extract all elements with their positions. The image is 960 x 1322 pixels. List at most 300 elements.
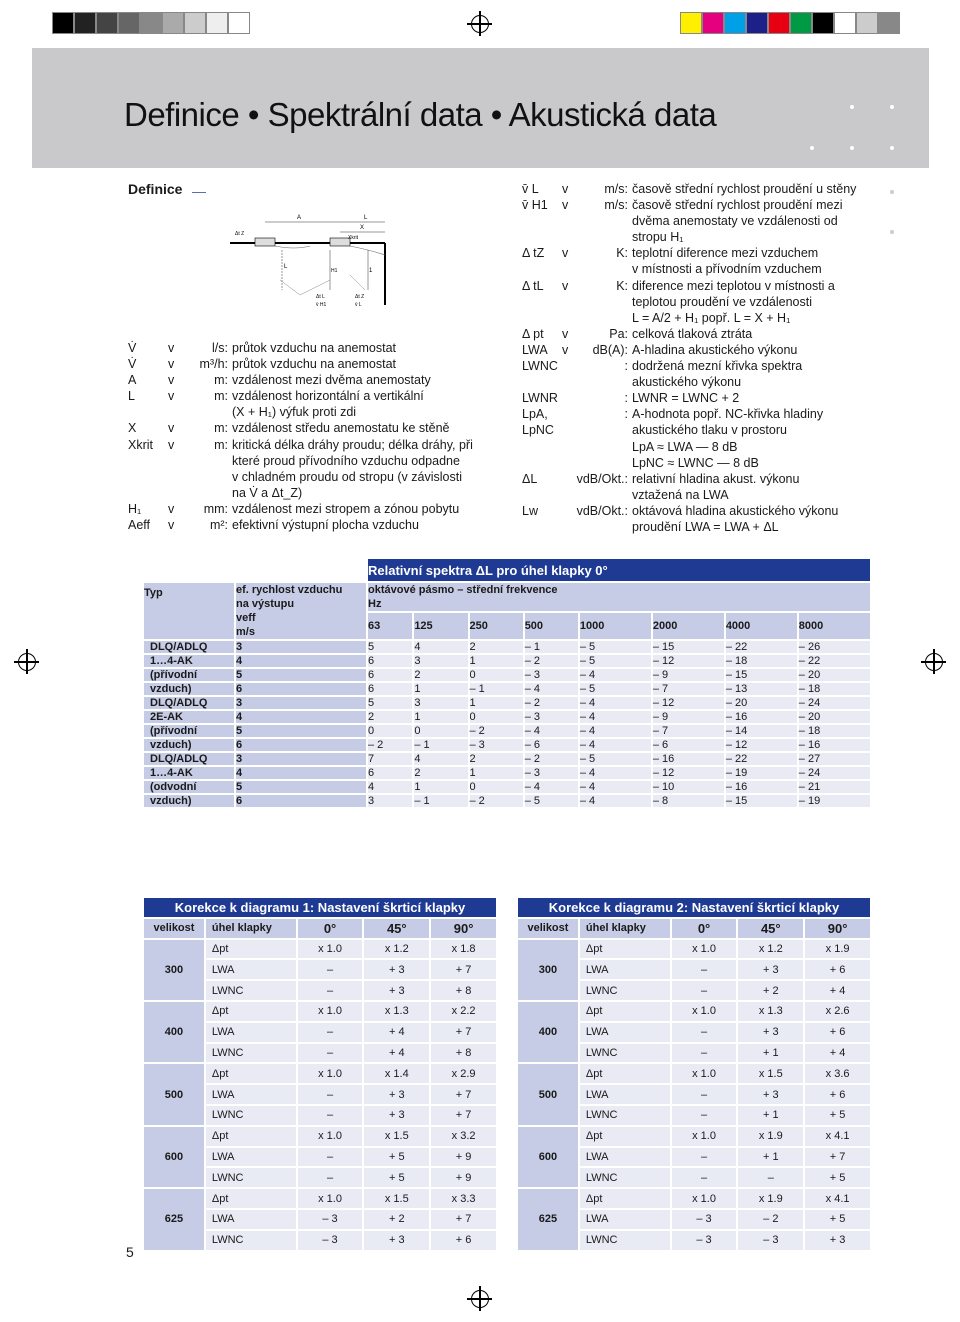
parameter-cell: LWA — [206, 1210, 296, 1229]
definition-row — [128, 517, 488, 533]
spectrum-row — [144, 711, 870, 723]
definition-desc-line: dvěma anemostaty ve vzdálenosti od — [632, 214, 838, 229]
speed-value: 6 — [236, 683, 366, 695]
parameter-cell: LWNC — [206, 1168, 296, 1187]
definition-symbol: Lw — [522, 503, 538, 518]
correction-value: – — [672, 1148, 737, 1167]
correction-value: + 5 — [364, 1168, 429, 1187]
spectrum-value: 7 — [368, 753, 412, 765]
correction-value: – 3 — [738, 1231, 803, 1250]
spectrum-value: 0 — [470, 669, 523, 681]
spectrum-value: – 1 — [414, 739, 467, 751]
size-cell: 625 — [518, 1189, 578, 1249]
correction-value: x 1.0 — [672, 940, 737, 959]
definition-symbol: ΔL — [522, 471, 538, 486]
correction-value: + 3 — [738, 1023, 803, 1042]
spectrum-value: – 7 — [653, 683, 724, 695]
correction-row — [144, 940, 496, 959]
spectrum-value: 4 — [414, 753, 467, 765]
spectrum-value: – 21 — [799, 781, 870, 793]
freq-header: 4000 — [726, 613, 797, 639]
decor-dot — [890, 230, 894, 234]
correction-value: – — [672, 1106, 737, 1125]
definition-v: v — [168, 357, 175, 372]
spectrum-value: – 19 — [799, 795, 870, 807]
correction-value: x 4.1 — [805, 1189, 870, 1208]
correction-value: x 1.0 — [672, 1002, 737, 1021]
spectrum-value: 6 — [368, 669, 412, 681]
decor-dot — [850, 105, 854, 109]
parameter-cell: LWNC — [580, 1044, 670, 1063]
size-cell: 600 — [144, 1127, 204, 1187]
definition-unit: m: — [214, 437, 228, 452]
definition-desc-line: teplotou proudění ve vzdálenosti — [632, 294, 812, 309]
definition-row — [522, 503, 902, 535]
correction-title: Korekce k diagramu 1: Nastavení škrticí klapky — [144, 898, 496, 917]
correction-value: x 1.3 — [738, 1002, 803, 1021]
spectrum-value: – 1 — [414, 795, 467, 807]
definition-v: v — [168, 341, 175, 355]
spectrum-value: – 4 — [525, 725, 578, 737]
correction-value: + 9 — [431, 1168, 496, 1187]
spectrum-value: 1 — [470, 767, 523, 779]
correction-value: + 7 — [805, 1148, 870, 1167]
registration-mark-icon — [925, 653, 943, 671]
color-bar-gray — [52, 12, 250, 34]
definition-desc — [632, 406, 902, 470]
spectrum-value: 1 — [470, 655, 523, 667]
definition-desc-line: relativní hladina akust. výkonu — [632, 471, 800, 486]
definition-v — [562, 471, 576, 503]
correction-header: velikost — [144, 919, 204, 938]
spectrum-value: 2 — [368, 711, 412, 723]
parameter-cell: LWNC — [580, 981, 670, 1000]
definition-desc — [632, 358, 902, 390]
correction-value: + 5 — [805, 1210, 870, 1229]
col-speed-line: na výstupu — [236, 598, 295, 610]
definition-row — [522, 471, 902, 503]
parameter-cell: LWA — [206, 1023, 296, 1042]
definition-symbol: L — [128, 389, 135, 404]
speed-value: 3 — [236, 753, 366, 765]
correction-value: x 1.5 — [738, 1064, 803, 1083]
parameter-cell: Δpt — [206, 940, 296, 959]
col-band-line: Hz — [368, 598, 382, 610]
definition-desc-line: časově střední rychlost proudění mezi — [632, 198, 843, 213]
correction-header: 45° — [364, 919, 429, 938]
decor-dot — [850, 146, 854, 150]
definition-desc — [232, 388, 488, 420]
parameter-cell: LWNC — [206, 1231, 296, 1250]
spectrum-value: 0 — [470, 711, 523, 723]
definition-desc-line: diference mezi teplotou v místnosti a — [632, 278, 835, 293]
definition-v: v — [168, 518, 175, 533]
correction-value: x 1.2 — [738, 940, 803, 959]
spectrum-value: – 6 — [525, 739, 578, 751]
correction-value: + 3 — [364, 981, 429, 1000]
spectrum-row — [144, 669, 870, 681]
size-cell: 625 — [144, 1189, 204, 1249]
parameter-cell: LWA — [580, 1210, 670, 1229]
spectrum-row — [144, 739, 870, 751]
correction-value: x 1.9 — [805, 940, 870, 959]
spectrum-value: – 8 — [653, 795, 724, 807]
spectrum-value: – 3 — [525, 711, 578, 723]
correction-value: + 5 — [364, 1148, 429, 1167]
definition-row — [522, 406, 902, 470]
definition-symbol: A — [128, 373, 137, 388]
spectrum-value: – 20 — [799, 711, 870, 723]
spectrum-value: – 22 — [726, 753, 797, 765]
correction-header: 90° — [805, 919, 870, 938]
spectrum-value: – 16 — [726, 781, 797, 793]
correction-value: x 1.0 — [672, 1189, 737, 1208]
definition-desc-line: kritická délka dráhy proudu; délka dráhy, při — [232, 437, 473, 452]
definition-desc — [632, 197, 902, 245]
col-typ: Typ — [144, 583, 234, 639]
definition-unit: K: — [616, 278, 628, 293]
spectrum-value: – 5 — [580, 753, 651, 765]
freq-header: 1000 — [580, 613, 651, 639]
decor-dot — [890, 105, 894, 109]
parameter-cell: Δpt — [580, 1064, 670, 1083]
parameter-cell: Δpt — [580, 940, 670, 959]
definition-desc-line: které proud přívodního vzduchu odpadne — [232, 453, 460, 468]
parameter-cell: LWNC — [580, 1106, 670, 1125]
speed-value: 3 — [236, 641, 366, 653]
correction-value: – — [298, 981, 363, 1000]
spectrum-value: 0 — [414, 725, 467, 737]
definition-row — [128, 340, 488, 356]
spectrum-value: – 4 — [580, 697, 651, 709]
definition-desc — [632, 390, 902, 406]
parameter-cell: LWA — [580, 960, 670, 979]
definition-unit: m³/h: — [199, 357, 228, 372]
spectrum-row — [144, 781, 870, 793]
group-label: (přívodní — [144, 669, 234, 681]
definition-unit: vdB/Okt.: — [576, 503, 628, 518]
correction-value: – — [298, 1085, 363, 1104]
definition-v — [562, 390, 576, 406]
spectrum-value: 1 — [414, 683, 467, 695]
group-label: (přívodní — [144, 725, 234, 737]
correction-value: x 1.4 — [364, 1064, 429, 1083]
spectrum-value: – 2 — [368, 739, 412, 751]
definition-symbol: Δ pt — [522, 326, 544, 341]
col-speed-line: veff — [236, 612, 256, 624]
spectrum-value: – 16 — [653, 753, 724, 765]
spectrum-value: – 4 — [580, 767, 651, 779]
definition-unit: Pa: — [609, 326, 628, 341]
size-cell: 300 — [518, 940, 578, 1000]
speed-value: 4 — [236, 655, 366, 667]
diagram-label: 1 — [369, 268, 373, 274]
definition-desc-line: vzdálenost mezi dvěma anemostaty — [232, 373, 431, 388]
definition-desc — [232, 340, 488, 356]
definition-symbol: Xkrit — [128, 437, 153, 452]
spectrum-value: – 12 — [653, 655, 724, 667]
speed-value: 5 — [236, 781, 366, 793]
correction-value: x 1.2 — [364, 940, 429, 959]
spectrum-value: – 12 — [653, 697, 724, 709]
spectrum-title: Relativní spektra ΔL pro úhel klapky 0° — [368, 559, 870, 581]
correction-value: + 7 — [431, 1023, 496, 1042]
group-label: 1…4-AK — [144, 767, 234, 779]
definition-desc-line: průtok vzduchu na anemostat — [232, 357, 396, 372]
definition-row — [522, 245, 902, 277]
correction-value: x 3.2 — [431, 1127, 496, 1146]
definition-desc-line: (X + H₁) výfuk proti zdi — [232, 405, 357, 420]
definition-symbol: V̇ — [128, 357, 137, 372]
definition-v: v — [562, 342, 569, 357]
parameter-cell: LWA — [580, 1148, 670, 1167]
diagram-label: L — [284, 264, 288, 270]
speed-value: 5 — [236, 725, 366, 737]
correction-row — [518, 1127, 870, 1146]
spectrum-value: – 2 — [525, 697, 578, 709]
airflow-diagram — [200, 210, 400, 320]
definition-unit: mm: — [203, 501, 228, 516]
definition-unit: : — [624, 407, 628, 422]
correction-header: 0° — [672, 919, 737, 938]
definition-desc — [232, 420, 488, 436]
correction-value: + 4 — [364, 1023, 429, 1042]
size-cell: 500 — [144, 1064, 204, 1124]
spectrum-value: – 4 — [580, 781, 651, 793]
correction-table-2 — [516, 896, 872, 1252]
group-label: vzduch) — [144, 739, 234, 751]
speed-value: 4 — [236, 767, 366, 779]
definition-desc-line: dodržená mezní křivka spektra — [632, 359, 803, 374]
spectrum-value: 6 — [368, 655, 412, 667]
correction-value: x 1.0 — [672, 1127, 737, 1146]
correction-value: x 1.0 — [298, 1189, 363, 1208]
spectrum-row — [144, 753, 870, 765]
title-underline — [192, 192, 206, 193]
speed-value: 4 — [236, 711, 366, 723]
correction-header: úhel klapky — [580, 919, 670, 938]
correction-value: + 7 — [431, 1210, 496, 1229]
parameter-cell: LWA — [206, 1085, 296, 1104]
speed-value: 3 — [236, 697, 366, 709]
definition-unit: m: — [214, 421, 228, 436]
spectrum-value: – 26 — [799, 641, 870, 653]
definition-desc-line: proudění LWA = LWA + ΔL — [632, 519, 779, 534]
definition-desc — [632, 181, 902, 197]
definition-symbol: X — [128, 421, 137, 436]
diagram-label: Δt L — [316, 294, 325, 300]
group-label: 2E-AK — [144, 711, 234, 723]
correction-value: + 7 — [431, 1106, 496, 1125]
group-label: (odvodní — [144, 781, 234, 793]
diagram-label: Xkrit — [348, 235, 358, 241]
spectrum-table — [142, 557, 872, 809]
definition-symbol: V̇ — [128, 341, 137, 355]
spectrum-value: – 4 — [525, 683, 578, 695]
freq-header: 63 — [368, 613, 412, 639]
correction-value: x 1.0 — [298, 1127, 363, 1146]
parameter-cell: Δpt — [580, 1189, 670, 1208]
spectrum-value: – 4 — [580, 739, 651, 751]
col-speed-line: ef. rychlost vzduchu — [236, 584, 343, 596]
spectrum-value: – 6 — [653, 739, 724, 751]
spectrum-value: – 4 — [580, 725, 651, 737]
spectrum-value: 6 — [368, 767, 412, 779]
definition-desc — [232, 437, 488, 501]
definition-desc-line: akustického výkonu — [632, 375, 742, 390]
correction-value: x 1.0 — [672, 1064, 737, 1083]
col-speed-line: m/s — [236, 626, 255, 638]
parameter-cell: LWNC — [580, 1168, 670, 1187]
spectrum-row — [144, 767, 870, 779]
definition-desc-line: v chladném proudu od stropu (v závislosti — [232, 469, 462, 484]
diagram-label: A — [297, 215, 302, 221]
definition-desc-line: L = A/2 + H₁ popř. L = X + H₁ — [632, 310, 791, 325]
definition-row — [522, 197, 902, 245]
definition-desc-line: A-hodnota popř. NC-křivka hladiny — [632, 407, 824, 422]
definitions-title: Definice — [128, 181, 183, 197]
spectrum-value: – 4 — [580, 669, 651, 681]
correction-value: – 3 — [298, 1231, 363, 1250]
spectrum-value: 3 — [414, 655, 467, 667]
diagram-label: v̄ L — [355, 302, 362, 308]
definition-row — [128, 388, 488, 420]
parameter-cell: LWA — [580, 1085, 670, 1104]
spectrum-value: – 4 — [580, 711, 651, 723]
parameter-cell: LWA — [580, 1023, 670, 1042]
correction-value: + 4 — [805, 981, 870, 1000]
spectrum-value: – 15 — [653, 641, 724, 653]
group-label: 1…4-AK — [144, 655, 234, 667]
registration-mark-icon — [471, 15, 489, 33]
parameter-cell: LWNC — [206, 1044, 296, 1063]
correction-value: – — [298, 1168, 363, 1187]
size-cell: 500 — [518, 1064, 578, 1124]
spectrum-value: – 12 — [653, 767, 724, 779]
definition-symbol: v̄ L — [522, 182, 539, 196]
size-cell: 300 — [144, 940, 204, 1000]
size-cell: 600 — [518, 1127, 578, 1187]
definition-desc-line: LWNR = LWNC + 2 — [632, 391, 740, 406]
spectrum-value: – 2 — [525, 655, 578, 667]
spectrum-value: 2 — [470, 641, 523, 653]
correction-value: + 1 — [738, 1106, 803, 1125]
decor-dot — [890, 190, 894, 194]
correction-row — [518, 1189, 870, 1208]
correction-value: + 5 — [805, 1106, 870, 1125]
correction-value: x 1.3 — [364, 1002, 429, 1021]
definition-symbol: LWNC — [522, 359, 558, 374]
correction-value: + 3 — [364, 1106, 429, 1125]
parameter-cell: Δpt — [206, 1189, 296, 1208]
group-label: vzduch) — [144, 795, 234, 807]
definition-desc-line: LpA ≈ LWA — 8 dB — [632, 439, 738, 454]
definition-v: v — [562, 198, 569, 213]
spectrum-value: – 5 — [525, 795, 578, 807]
correction-value: + 6 — [431, 1231, 496, 1250]
correction-value: – 3 — [672, 1231, 737, 1250]
spectrum-value: – 16 — [726, 711, 797, 723]
definition-desc-line: LpNC ≈ LWNC — 8 dB — [632, 455, 759, 470]
diagram-label: L — [364, 215, 368, 221]
definition-row — [522, 342, 902, 358]
spectrum-value: 4 — [414, 641, 467, 653]
spectrum-value: – 2 — [470, 725, 523, 737]
correction-value: + 6 — [805, 1085, 870, 1104]
correction-table-2-wrap — [516, 896, 872, 1252]
spectrum-value: – 22 — [726, 641, 797, 653]
definition-v: v — [562, 182, 569, 196]
correction-value: x 4.1 — [805, 1127, 870, 1146]
correction-value: – 3 — [298, 1210, 363, 1229]
diagram-label: Δt Z — [235, 231, 245, 237]
spectrum-value: – 3 — [470, 739, 523, 751]
correction-value: + 3 — [364, 1085, 429, 1104]
correction-value: – — [672, 1085, 737, 1104]
correction-value: – — [298, 960, 363, 979]
decor-dot — [810, 146, 814, 150]
definition-desc — [632, 471, 902, 503]
spectrum-value: – 18 — [726, 655, 797, 667]
correction-header: velikost — [518, 919, 578, 938]
correction-value: + 2 — [364, 1210, 429, 1229]
definition-v — [562, 503, 576, 535]
definition-desc-line: vzdálenost středu anemostatu ke stěně — [232, 421, 450, 436]
correction-header: 90° — [431, 919, 496, 938]
page-number: 5 — [126, 1244, 134, 1260]
definition-row — [522, 326, 902, 342]
speed-value: 6 — [236, 739, 366, 751]
definition-desc — [632, 326, 902, 342]
definition-desc-line: A-hladina akustického výkonu — [632, 342, 798, 357]
correction-table-1 — [142, 896, 498, 1252]
definitions-list — [128, 340, 488, 533]
spectrum-value: 3 — [414, 697, 467, 709]
definition-desc-line: efektivní výstupní plocha vzduchu — [232, 518, 419, 533]
definition-desc-line: časově střední rychlost proudění u stěny — [632, 182, 857, 196]
parameter-cell: LWA — [206, 1148, 296, 1167]
spectrum-value: – 24 — [799, 767, 870, 779]
spectrum-row — [144, 683, 870, 695]
diagram-label: H1 — [331, 268, 338, 274]
spectrum-table-wrap — [142, 557, 872, 809]
correction-value: + 3 — [738, 1085, 803, 1104]
correction-header: 45° — [738, 919, 803, 938]
correction-value: x 3.6 — [805, 1064, 870, 1083]
spectrum-value: 1 — [414, 711, 467, 723]
correction-header: 0° — [298, 919, 363, 938]
definition-v — [562, 358, 576, 390]
correction-value: + 2 — [738, 981, 803, 1000]
spectrum-value: – 20 — [799, 669, 870, 681]
spectrum-value: – 1 — [525, 641, 578, 653]
correction-value: – — [298, 1023, 363, 1042]
spectrum-value: – 4 — [525, 781, 578, 793]
spectrum-value: – 9 — [653, 669, 724, 681]
spectrum-value: – 16 — [799, 739, 870, 751]
correction-value: x 3.3 — [431, 1189, 496, 1208]
correction-value: – 2 — [738, 1210, 803, 1229]
spectrum-value: 1 — [414, 781, 467, 793]
spectrum-value: – 9 — [653, 711, 724, 723]
freq-header: 125 — [414, 613, 467, 639]
definition-desc — [632, 245, 902, 277]
definition-symbol: LpA, LpNC — [522, 407, 554, 438]
parameter-cell: Δpt — [580, 1002, 670, 1021]
spectrum-value: – 5 — [580, 683, 651, 695]
spectrum-value: – 5 — [580, 655, 651, 667]
definition-row — [128, 437, 488, 501]
